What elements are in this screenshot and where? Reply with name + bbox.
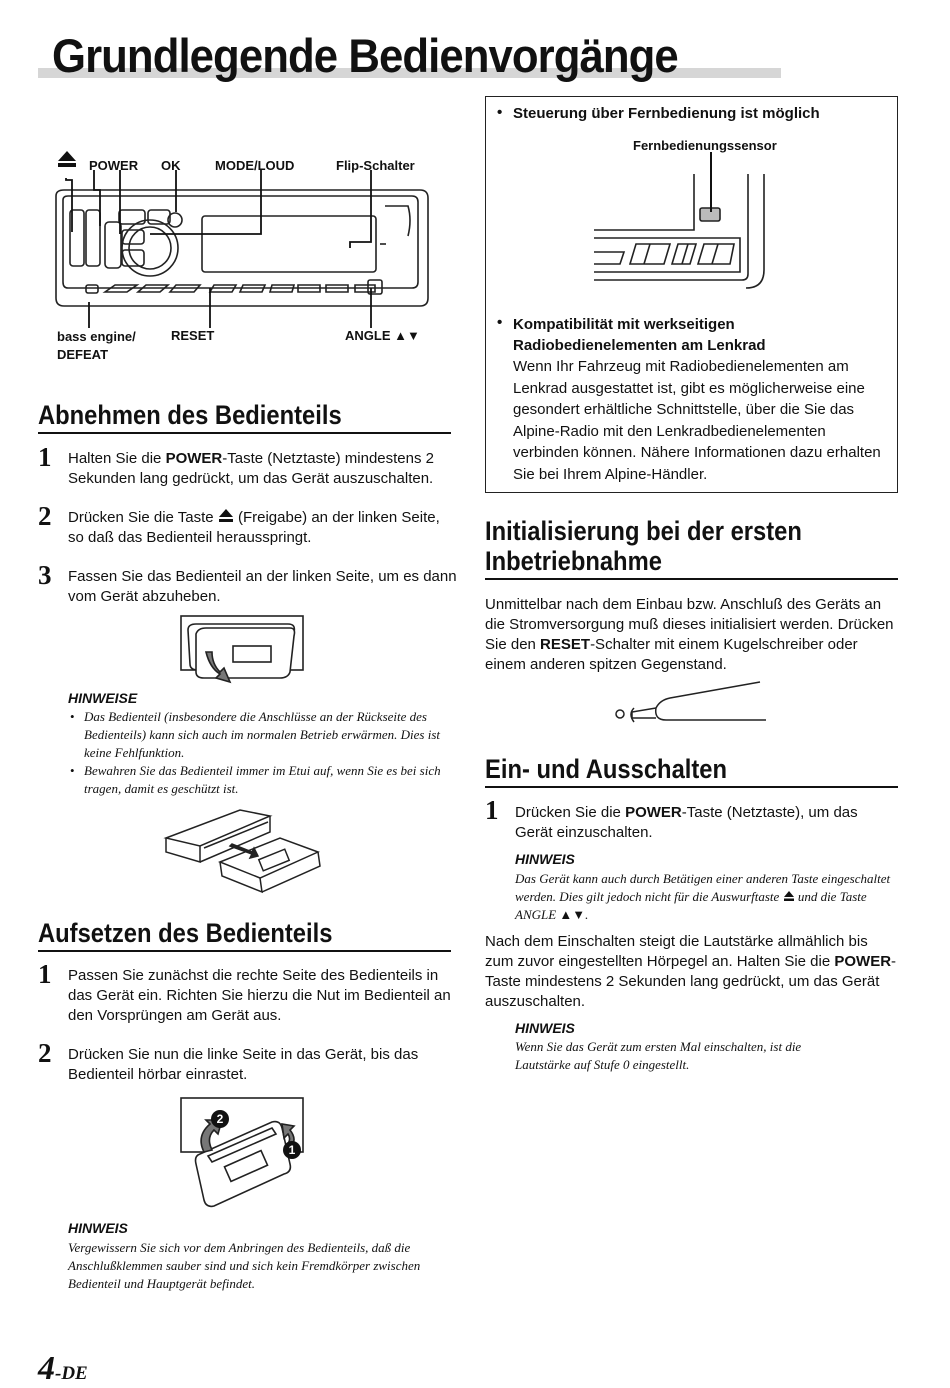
label-angle: ANGLE ▲▼ (345, 328, 420, 343)
step-text-part: Halten Sie die (68, 450, 166, 467)
power-paragraph-part: -Taste mindestens 2 Sekunden lang gedrückt, um das Gerät auszuschalten. (485, 953, 897, 1010)
step-text-part: Drücken Sie die (515, 804, 626, 821)
callout-1: 1 (283, 1141, 301, 1159)
section-heading-init (485, 516, 802, 576)
section-heading-power: Ein- und Ausschalten (485, 754, 728, 784)
step-number: 2 (38, 1038, 52, 1068)
compatibility-heading-line2: Radiobedienelementen am Lenkrad (513, 337, 766, 354)
power-paragraph-bold: POWER (834, 953, 892, 970)
label-power: POWER (89, 158, 139, 173)
note-item: • Das Bedienteil (insbesondere die Anschlüsse an der Rückseite des Bedienteils) kann sich auch im normalen Betrieb erwärmen. Dies ist keine Fehlfunktion. (68, 708, 453, 762)
step-text (68, 508, 458, 548)
init-text-part: Unmittelbar nach dem Einbau bzw. Anschluß des Geräts an die Stromversorgung muß dieses initialisiert werden. Drücken Sie den (485, 596, 894, 653)
bullet-dot: • (497, 104, 503, 121)
eject-icon (783, 890, 795, 902)
section-heading-init-line1: Initialisierung bei der ersten (485, 516, 802, 546)
power-paragraph-part: Nach dem Einschalten steigt die Lautstärke allmählich bis zum zuvor eingestellten Hörpegel an. Halten Sie die (485, 933, 868, 970)
step-text: Passen Sie zunächst die rechte Seite des Bedienteils in das Gerät ein. Richten Sie hierzu die Nut im Bedienteil an den Vorsprüngen am Gerät aus. (68, 967, 451, 1024)
remote-control-heading: Steuerung über Fernbedienung ist möglich (513, 105, 820, 122)
init-text (485, 595, 900, 675)
label-reset: RESET (171, 328, 215, 343)
section-heading-init-line2: Inbetriebnahme (485, 546, 662, 576)
note-text (515, 870, 900, 924)
notes-heading: HINWEIS (68, 1220, 128, 1236)
power-paragraph (485, 932, 900, 1012)
compatibility-text: Wenn Ihr Fahrzeug mit Radiobedienelementen am Lenkrad ausgestattet ist, gibt es möglicherweise eine gesondert erhältliche Schnittstelle, über die Sie das Alpine-Radio mit den Lenkradbedienelementen verbinden können. Nähere Informationen dazu erhalten Sie bei Ihrem Alpine-Händler. (513, 358, 881, 483)
notes-heading: HINWEISE (68, 690, 138, 706)
step-text-bold: POWER (165, 450, 223, 467)
heading-rule (485, 578, 898, 580)
eject-icon (56, 148, 78, 170)
compatibility-heading (513, 314, 766, 356)
step-number: 1 (485, 795, 499, 825)
notes-heading: HINWEIS (515, 851, 575, 867)
heading-rule (38, 950, 451, 952)
section-heading-abnehmen: Abnehmen des Bedienteils (38, 400, 342, 430)
section-heading-aufsetzen: Aufsetzen des Bedienteils (38, 918, 333, 948)
callout-2: 2 (211, 1110, 229, 1128)
eject-icon (218, 508, 234, 524)
step-text: Drücken Sie nun die linke Seite in das Gerät, bis das Bedienteil hörbar einrastet. (68, 1046, 419, 1083)
note-item: • Bewahren Sie das Bedienteil immer im Etui auf, wenn Sie es bei sich tragen, damit es geschützt ist. (68, 762, 453, 798)
step-number: 3 (38, 560, 52, 590)
carrying-case-illustration (160, 802, 325, 902)
note-text-part: und die Taste ANGLE ▲▼. (515, 889, 867, 922)
label-remote-sensor: Fernbedienungssensor (633, 138, 777, 153)
heading-rule (485, 786, 898, 788)
step-number: 1 (38, 959, 52, 989)
page-number-digit: 4 (38, 1350, 55, 1387)
notes-list (68, 708, 453, 798)
step-text-bold: POWER (625, 804, 682, 821)
step-text: Fassen Sie das Bedienteil an der linken Seite, um es dann vom Gerät abzuheben. (68, 568, 457, 605)
init-text-part: -Schalter mit einem Kugelschreiber oder einem anderen spitzen Gegenstand. (485, 636, 858, 673)
step-number: 1 (38, 442, 52, 472)
step-text-part: (Freigabe) an der linken Seite, so daß das Bedienteil herausspringt. (68, 509, 440, 546)
step-number: 2 (38, 501, 52, 531)
step-text-part: Drücken Sie die Taste (68, 509, 218, 526)
label-mode-loud: MODE/LOUD (215, 158, 295, 173)
bullet-dot: • (497, 314, 503, 331)
step-text-part: -Taste (Netztaste), um das Gerät einzuschalten. (515, 804, 858, 841)
label-bass-engine-line2: DEFEAT (57, 347, 109, 362)
ballpoint-pen-illustration (610, 678, 770, 730)
label-flip-switch: Flip-Schalter (336, 158, 415, 173)
notes-heading: HINWEIS (515, 1020, 575, 1036)
note-text-part: Das Gerät kann auch durch Betätigen einer anderen Taste eingeschaltet werden. Dies gilt jedoch nicht für die Auswurftaste (515, 871, 891, 904)
step-text (515, 803, 895, 843)
compatibility-heading-line1: Kompatibilität mit werkseitigen (513, 316, 735, 333)
label-bass-engine-line1: bass engine/ (57, 329, 136, 344)
head-unit-front-panel-illustration (50, 170, 435, 330)
detach-panel-illustration (178, 612, 308, 690)
step-text (68, 449, 458, 489)
init-text-bold: RESET (540, 636, 591, 653)
label-bass-engine (57, 328, 136, 364)
note-text: Wenn Sie das Gerät zum ersten Mal einschalten, ist die Lautstärke auf Stufe 0 eingestellt. (515, 1039, 802, 1072)
heading-rule (38, 432, 451, 434)
page-title: Grundlegende Bedienvorgänge (52, 29, 678, 82)
note-text: Vergewissern Sie sich vor dem Anbringen des Bedienteils, daß die Anschlußklemmen sauber sind und sich kein Fremdkörper zwischen Bedienteil und Hauptgerät befindet. (68, 1240, 421, 1291)
remote-sensor-illustration (590, 152, 790, 292)
page-number-suffix: -DE (55, 1363, 88, 1384)
step-text-part: -Taste (Netztaste) mindestens 2 Sekunden lang gedrückt, um das Gerät auszuschalten. (68, 450, 434, 487)
page-number (38, 1350, 88, 1388)
label-ok: OK (161, 158, 181, 173)
